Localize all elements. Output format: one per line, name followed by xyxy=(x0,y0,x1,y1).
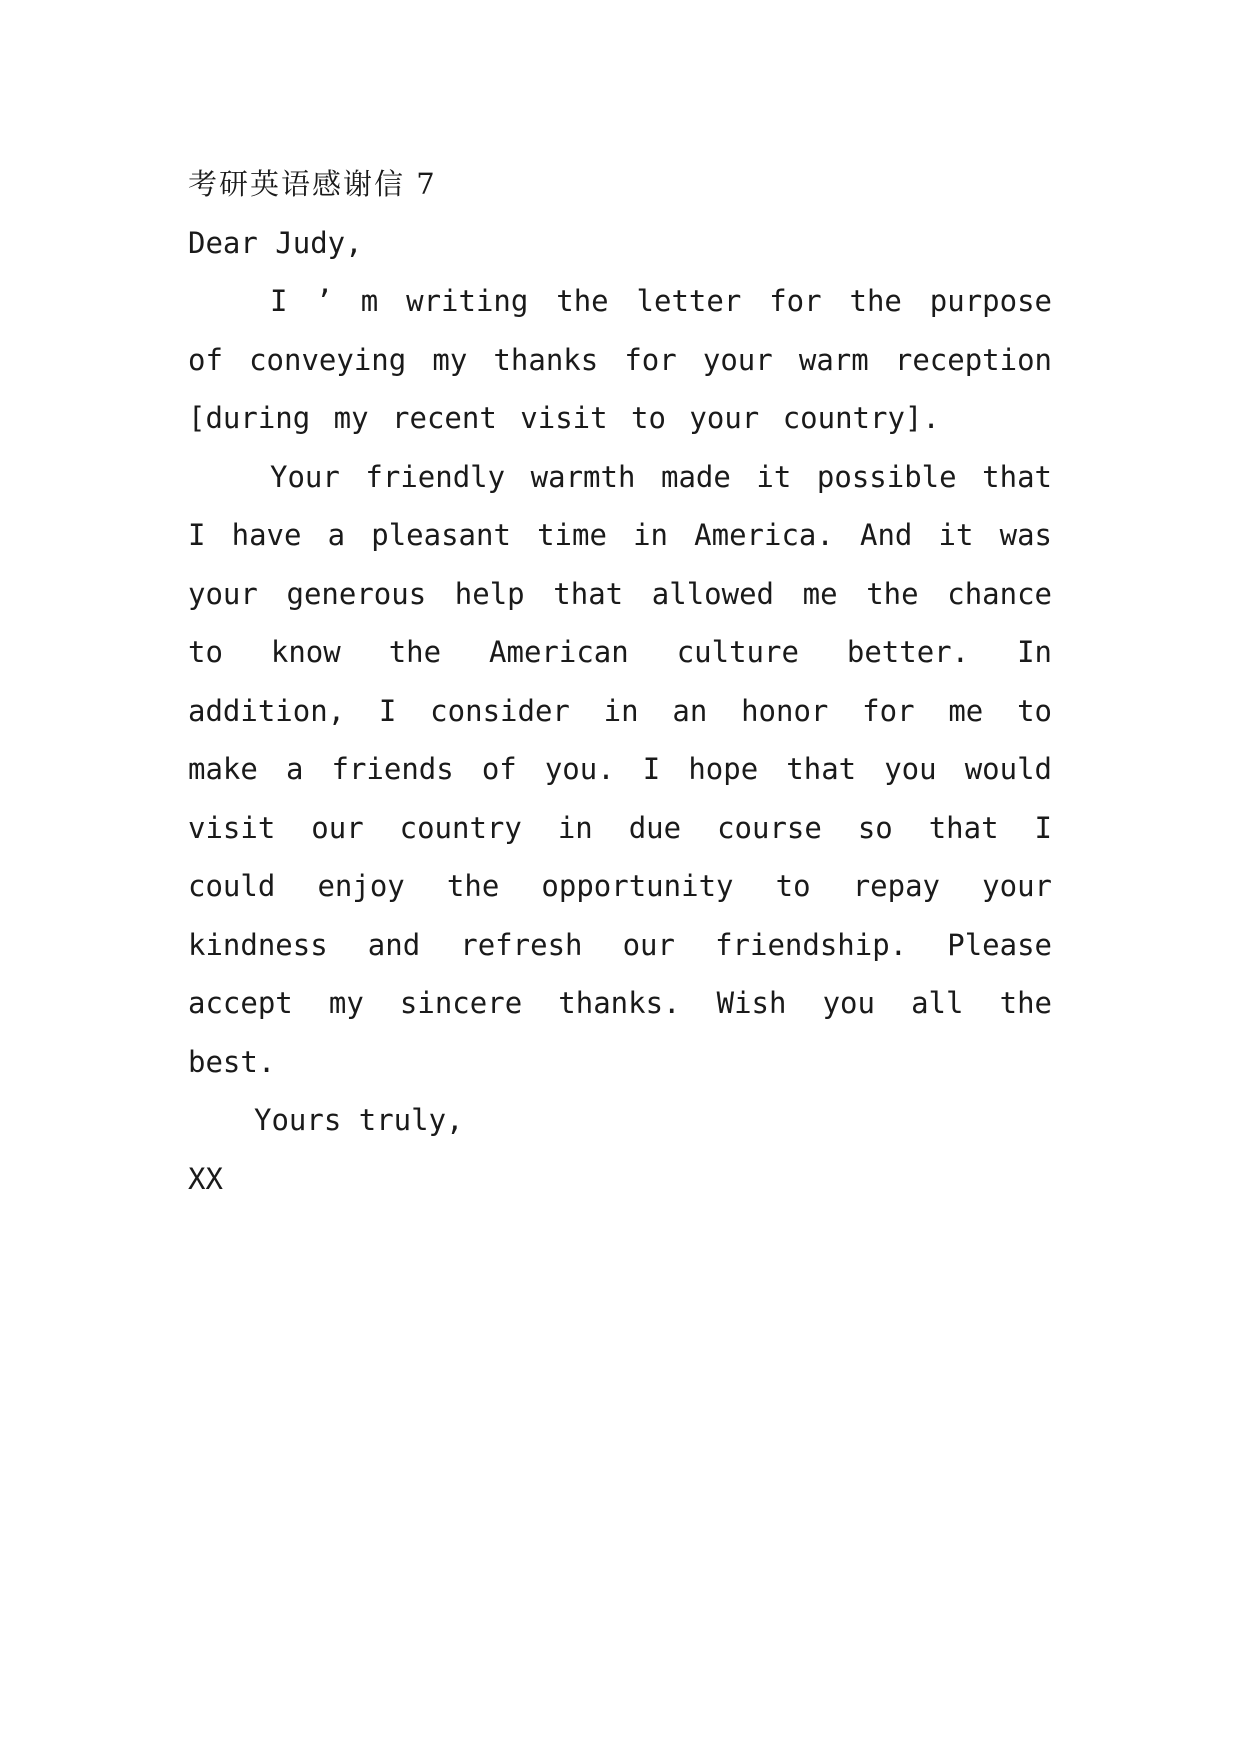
letter-signature: XX xyxy=(188,1161,223,1196)
page-title: 考研英语感谢信 7 xyxy=(188,167,437,201)
letter-salutation: Dear Judy, xyxy=(188,225,363,260)
letter-body xyxy=(188,155,1052,1208)
letter-closing: Yours truly, xyxy=(254,1103,464,1137)
letter-paragraph-1: I ’ m writing the letter for the purpose of conveying my thanks for your warm reception [during my recent visit to your country]. xyxy=(188,284,1052,435)
letter-paragraph-2: Your friendly warmth made it possible that I have a pleasant time in America. And it was your generous help that allowed me the chance to know the American culture better. In addition, I consider in an honor for me to make a friends of you. I hope that you would visit our country in due course so that I could enjoy the opportunity to repay your kindness and refresh our friendship. Please accept my sincere thanks. Wish you all the best. xyxy=(188,459,1052,1079)
